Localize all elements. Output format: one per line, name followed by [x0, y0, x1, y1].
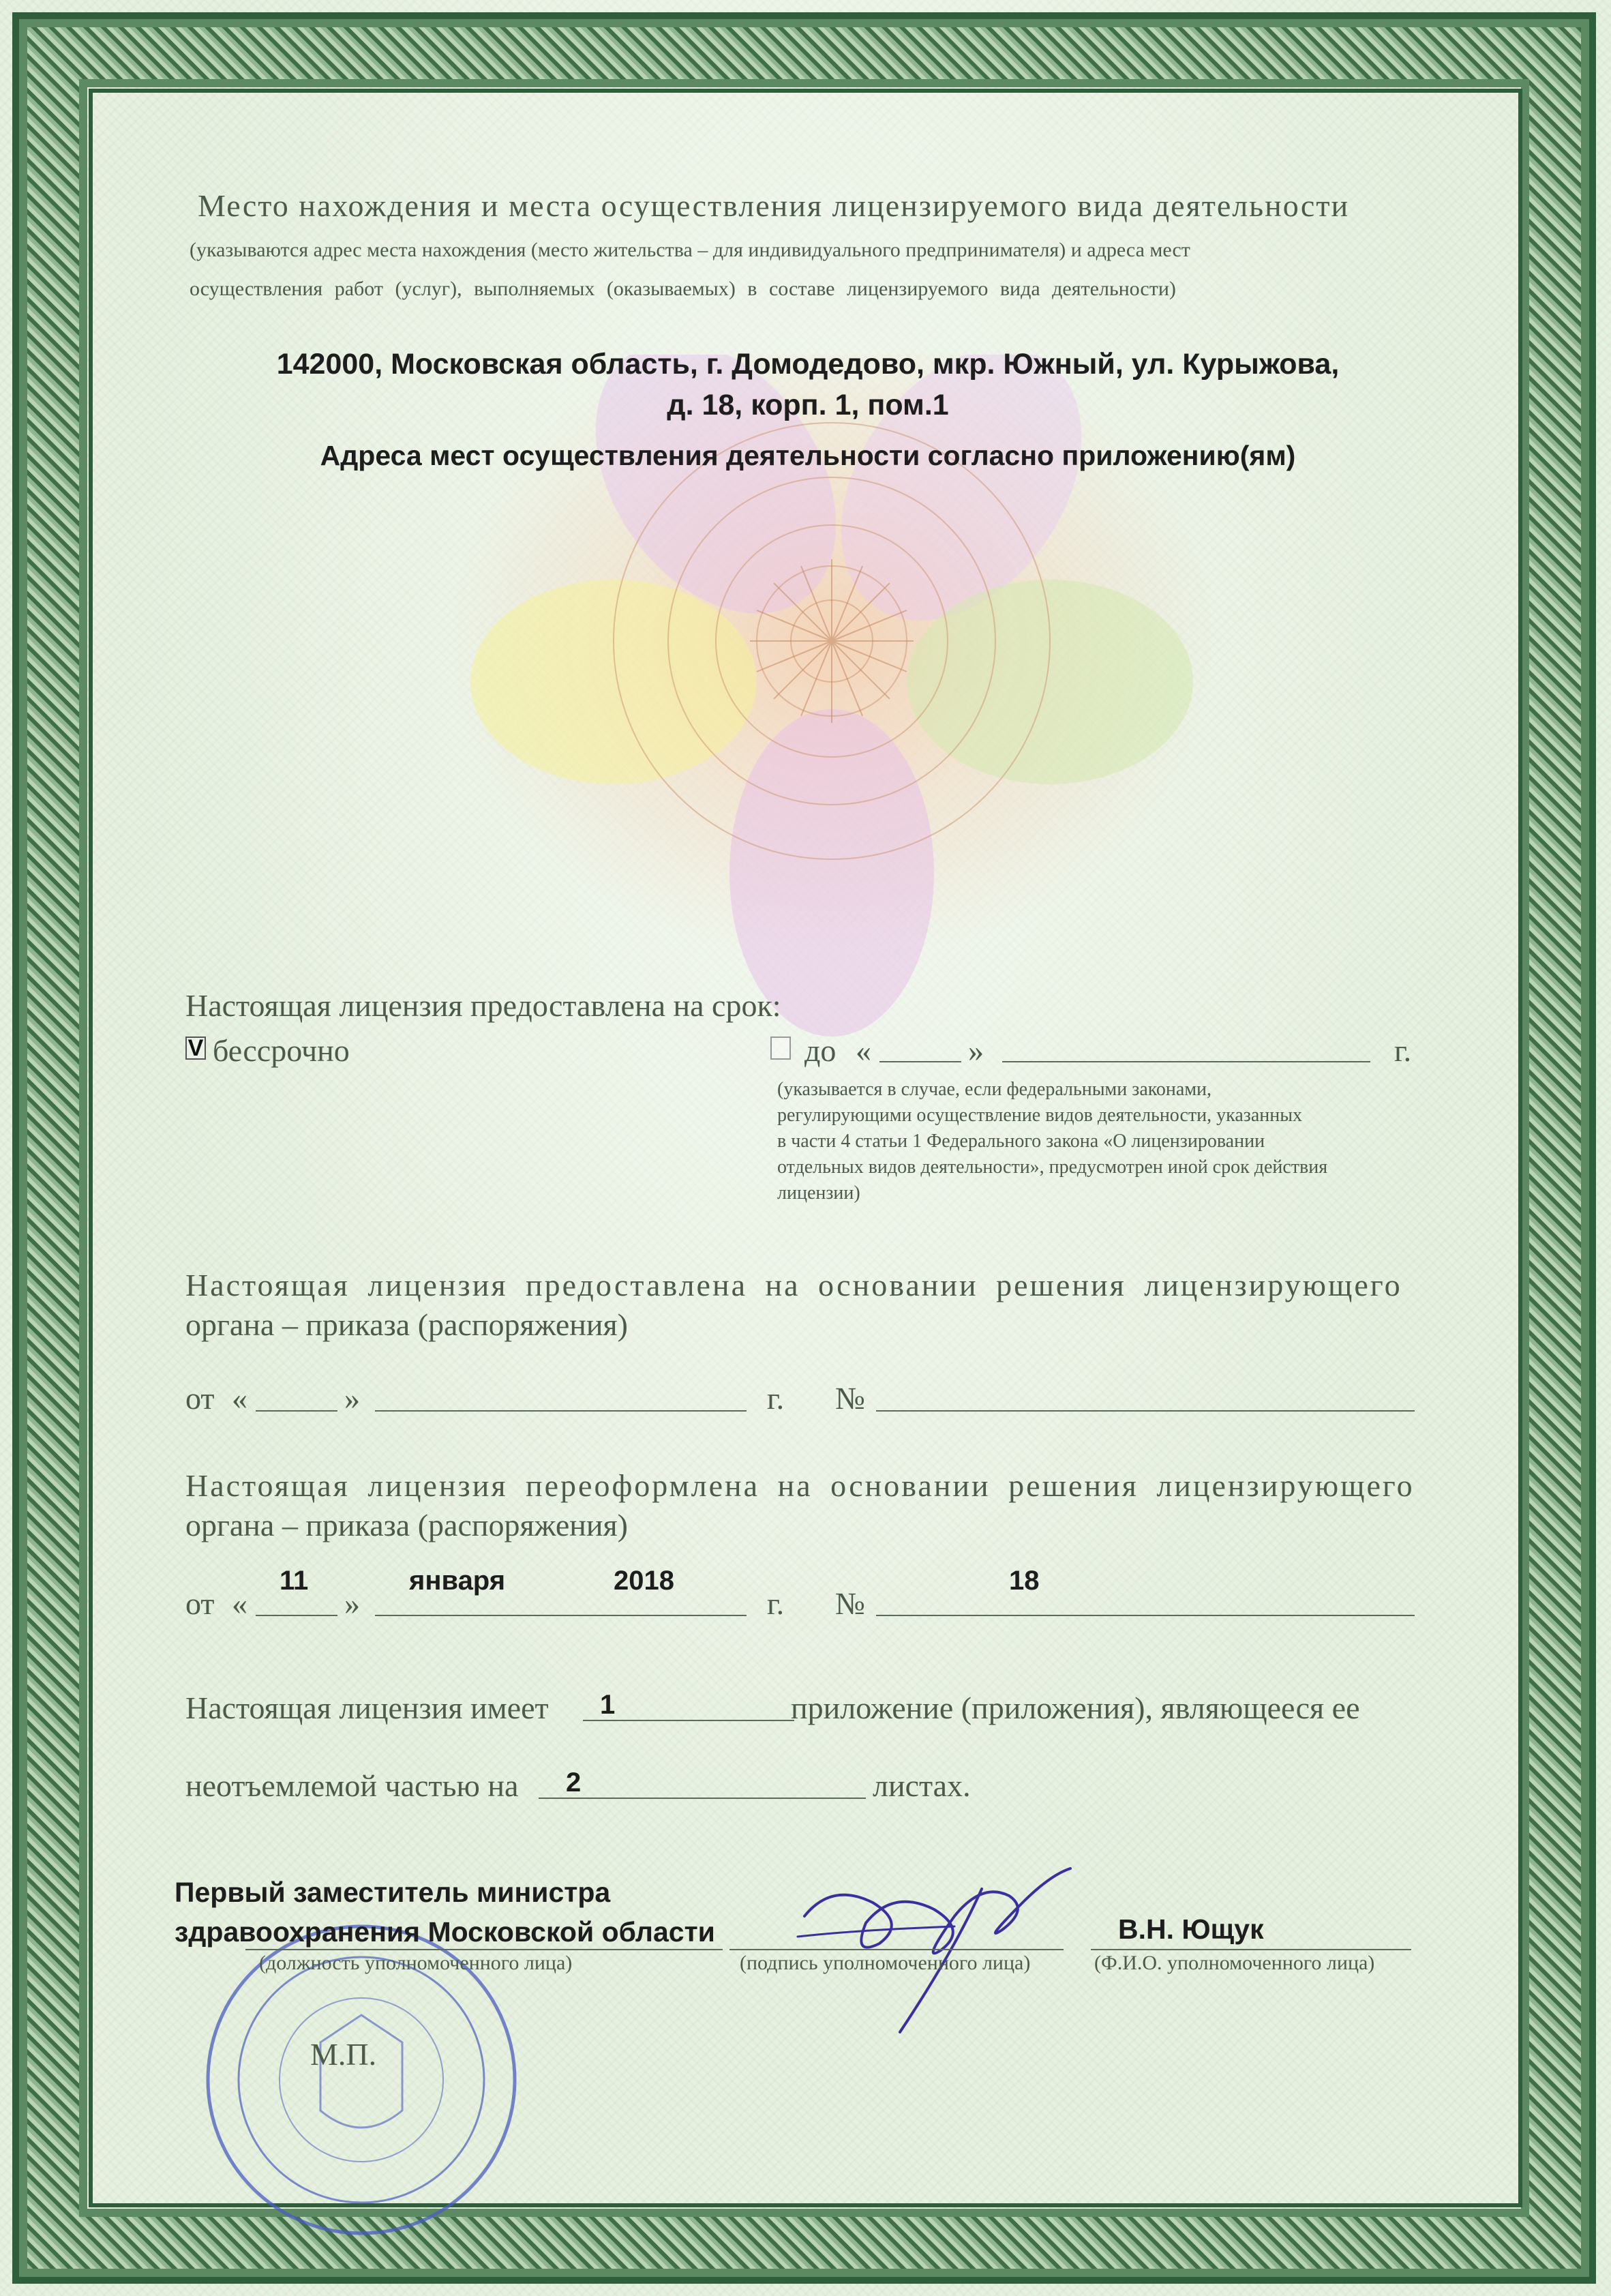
appendix-line2-suffix: листах.: [873, 1768, 971, 1803]
signature-line: [729, 1949, 1064, 1950]
name-line: [1091, 1949, 1411, 1950]
reissued-number-field[interactable]: [876, 1615, 1415, 1616]
term-note-line3: в части 4 статьи 1 Федерального закона «О лицензировании: [777, 1131, 1265, 1152]
reissued-day: 11: [280, 1566, 309, 1596]
reissued-quote-open: «: [232, 1586, 247, 1621]
heading-note-line1: (указываются адрес места нахождения (место жительства – для индивидуального предпринимателя) и адреса мест: [190, 239, 1190, 261]
term-label: Настоящая лицензия предоставлена на срок:: [185, 988, 781, 1023]
signature: [777, 1841, 1077, 2046]
activity-addresses-note: Адреса мест осуществления деятельности согласно приложению(ям): [320, 440, 1296, 471]
term-note-line1: (указывается в случае, если федеральными законами,: [777, 1079, 1212, 1100]
name-caption: (Ф.И.О. уполномоченного лица): [1094, 1952, 1375, 1974]
granted-quote-open: «: [232, 1381, 247, 1416]
appendix-sheets: 2: [566, 1768, 582, 1798]
granted-quote-close: »: [344, 1381, 360, 1416]
term-note-line5: лицензии): [777, 1182, 860, 1204]
reissued-day-field[interactable]: [256, 1615, 337, 1616]
granted-from-label: от: [185, 1381, 215, 1416]
section-heading: Место нахождения и места осуществления лицензируемого вида деятельности: [198, 188, 1350, 223]
granted-date-field[interactable]: [375, 1410, 747, 1412]
granted-line2: органа – приказа (распоряжения): [185, 1307, 628, 1342]
granted-number-label: №: [835, 1381, 865, 1416]
heading-note-line2: осуществления работ (услуг), выполняемых (оказываемых) в составе лицензируемого вида деятельности): [190, 278, 1176, 300]
signatory-position-line2: здравоохранения Московской области: [175, 1916, 715, 1948]
position-line: [245, 1949, 723, 1950]
reissued-line1: Настоящая лицензия переоформлена на основании решения лицензирующего: [185, 1468, 1415, 1503]
reissued-quote-close: »: [344, 1586, 360, 1621]
reissued-date-field[interactable]: [375, 1615, 747, 1616]
address-line1: 142000, Московская область, г. Домодедово, мкр. Южный, ул. Курыжова,: [276, 348, 1340, 381]
until-quote-open: «: [856, 1033, 871, 1068]
reissued-year: 2018: [614, 1566, 674, 1596]
appendix-line2-prefix: неотъемлемой частью на: [185, 1768, 519, 1803]
signatory-name: В.Н. Ющук: [1118, 1913, 1264, 1945]
indefinite-label: бессрочно: [213, 1033, 350, 1068]
until-day-field[interactable]: [879, 1061, 961, 1062]
until-date-field[interactable]: [1002, 1061, 1370, 1062]
reissued-number: 18: [1009, 1566, 1040, 1596]
appendix-count: 1: [600, 1690, 616, 1720]
granted-year-suffix: г.: [767, 1381, 785, 1416]
granted-line1: Настоящая лицензия предоставлена на основании решения лицензирующего: [185, 1268, 1402, 1302]
until-label: до: [804, 1033, 837, 1068]
seal-label: М.П.: [310, 2037, 377, 2072]
granted-number-field[interactable]: [876, 1410, 1415, 1412]
term-note-line2: регулирующими осуществление видов деятельности, указанных: [777, 1105, 1303, 1126]
reissued-line2: органа – приказа (распоряжения): [185, 1508, 628, 1542]
reissued-month: января: [409, 1566, 506, 1596]
granted-day-field[interactable]: [256, 1410, 337, 1412]
reissued-number-label: №: [835, 1586, 865, 1621]
position-caption: (должность уполномоченного лица): [259, 1952, 573, 1974]
signature-caption: (подпись уполномоченного лица): [740, 1952, 1031, 1974]
indefinite-checkbox[interactable]: V: [185, 1037, 206, 1060]
address-line2: д. 18, корп. 1, пом.1: [667, 389, 949, 421]
term-note-line4: отдельных видов деятельности», предусмотрен иной срок действия: [777, 1157, 1328, 1178]
until-checkbox[interactable]: [770, 1037, 791, 1060]
appendix-sheets-field[interactable]: [539, 1798, 866, 1799]
appendix-prefix: Настоящая лицензия имеет: [185, 1690, 549, 1725]
reissued-year-suffix: г.: [767, 1586, 785, 1621]
appendix-suffix: приложение (приложения), являющееся ее: [791, 1690, 1360, 1725]
reissued-from-label: от: [185, 1586, 215, 1621]
signatory-position-line1: Первый заместитель министра: [175, 1877, 611, 1908]
until-year-suffix: г.: [1394, 1033, 1412, 1068]
until-quote-close: »: [968, 1033, 984, 1068]
